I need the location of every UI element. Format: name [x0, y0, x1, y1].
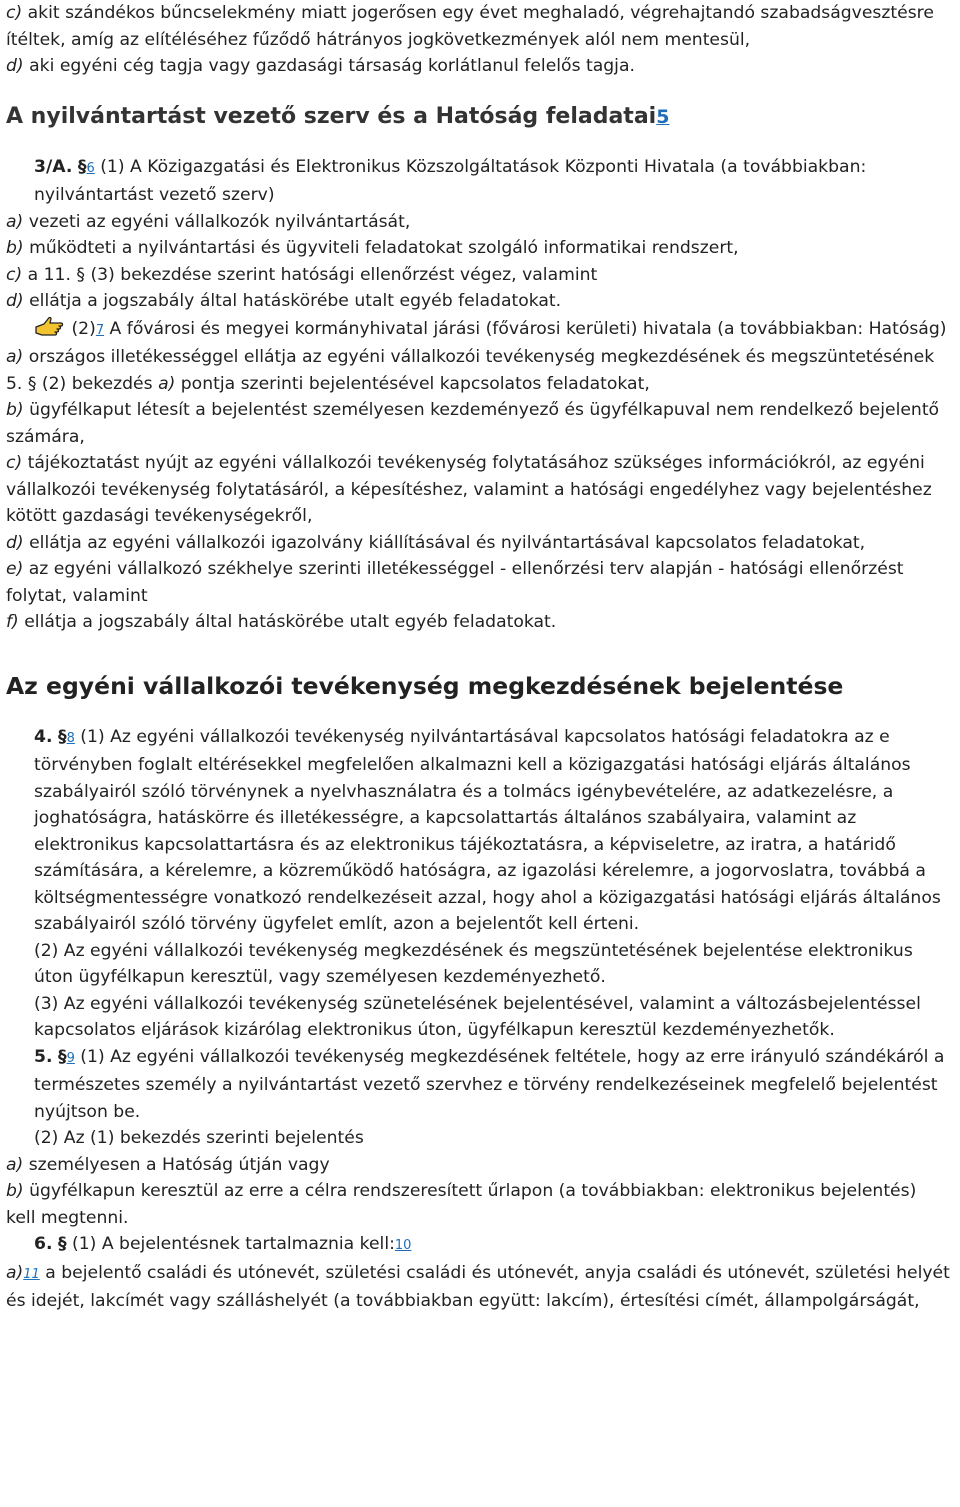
document-page	[6, 0, 956, 1315]
paragraph-3a-1	[6, 154, 956, 209]
footnote-link[interactable]: 11	[23, 1266, 40, 1282]
item-text: ellátja az egyéni vállalkozói igazolvány kiállításával és nyilvántartásával kapcsolatos feladatokat,	[23, 532, 866, 553]
paragraph-5-1	[6, 1044, 956, 1126]
paragraph-number: (2)	[66, 318, 96, 339]
item-text: az egyéni vállalkozó székhelye szerinti illetékességgel - ellenőrzési terv alapján - hatósági ellenőrzést folytat, valamint	[6, 559, 904, 606]
section-sign: §	[57, 1046, 67, 1067]
footnote-link[interactable]: 7	[95, 322, 105, 338]
item-label: a)	[6, 1154, 24, 1175]
item-text: vezeti az egyéni vállalkozók nyilvántartását,	[23, 211, 411, 232]
paragraph-5-2: (2) Az (1) bekezdés szerinti bejelentés	[34, 1128, 364, 1148]
item-label: a)	[6, 211, 24, 232]
section-sign: §	[77, 156, 87, 177]
paragraph-3a-2	[6, 315, 956, 345]
item-text: ellátja a jogszabály által hatáskörébe utalt egyéb feladatokat.	[23, 291, 562, 311]
item-a	[6, 209, 956, 236]
item-text: aki egyéni cég tagja vagy gazdasági társaság korlátlanul felelős tagja.	[23, 56, 635, 76]
item-label: c)	[6, 264, 23, 285]
item-c	[6, 262, 956, 289]
item-b	[6, 235, 956, 262]
paragraph-4-3: (3) Az egyéni vállalkozói tevékenység szünetelésének bejelentésével, valamint a változásbejelentéssel kapcsolatos eljárások kizárólag elektronikus úton, ügyfélkapun keresztül kezdeményezhetők.	[34, 993, 921, 1040]
footnote-link[interactable]: 5	[656, 105, 670, 128]
item-c	[6, 0, 956, 53]
item-text: tájékoztatást nyújt az egyéni vállalkozói tevékenység folytatásához szükséges információkról, az egyéni vállalkozói tevékenység folytatásáról, a képesítéshez, valamint a hatósági engedélyhez vagy bejelentéshez kötött gazdasági tevékenységekről,	[6, 453, 932, 526]
section-sign: §	[57, 726, 67, 747]
section-sign: §	[57, 1234, 67, 1254]
heading-text: A nyilvántartást vezető szerv és a Hatóság feladatai	[6, 103, 657, 129]
item-label: a)	[6, 347, 24, 367]
item-text: a bejelentő családi és utónevét, születési családi és utónevét, anyja családi és utónevét, születési helyét és idejét, lakcímét vagy szálláshelyét (a továbbiakban együtt: lakcím), értesítési címét, állampolgárságát,	[6, 1262, 950, 1311]
item-b	[6, 1178, 956, 1205]
item-label: c)	[6, 453, 23, 473]
paragraph-text: (1) A Közigazgatási és Elektronikus Közszolgáltatások Központi Hivatala (a továbbiakban: nyilvántartást vezető szerv)	[34, 156, 867, 205]
item-label: d)	[6, 291, 24, 311]
footnote-link[interactable]: 6	[86, 160, 95, 176]
paragraph-text: (1) Az egyéni vállalkozói tevékenység nyilvántartásával kapcsolatos hatósági feladatokra az e törvényben foglalt eltérésekkel megfelelően alkalmazni kell a közigazgatási hatósági eljárás általános szabályairól szóló törvénynek a nyelvhasználatra és a tolmács igénybevételére, az adatkezelésre, a joghatóságra, hatáskörre és illetékességre, a kapcsolattartás általános szabályaira, valamint az elektronikus kapcsolattartásra és az elektronikus tájékoztatásra, a képviseletre, az iratra, a határidő számítására, a kérelemre, a közreműködő hatóságra, az igazolási kérelemre, a jogorvoslatra, továbbá a költségmentességre vonatkozó rendelkezéseit azzal, hogy ahol a közigazgatási hatósági eljárás általános szabályairól szóló törvény ügyfelet említ, azon a bejelentőt kell érteni.	[34, 726, 941, 934]
item-a	[6, 1152, 956, 1179]
paragraph-text: (1) Az egyéni vállalkozói tevékenység megkezdésének feltétele, hogy az erre irányuló szándékáról a természetes személy a nyilvántartást vezető szervhez e törvény rendelkezéseinek megfelelő bejelentést nyújtson be.	[34, 1046, 945, 1122]
section-number: 5.	[34, 1046, 53, 1067]
item-text: országos illetékességgel ellátja az egyéni vállalkozói tevékenység megkezdésének és megszüntetésének 5. § (2) bekezdés	[6, 347, 935, 394]
item-text: ellátja a jogszabály által hatáskörébe utalt egyéb feladatokat.	[18, 612, 557, 632]
section-heading	[6, 102, 956, 132]
item-label: c)	[6, 3, 23, 23]
item-text: ügyfélkaput létesít a bejelentést személyesen kezdeményező és ügyfélkapuval nem rendelkező bejelentő számára,	[6, 400, 940, 447]
item-c	[6, 450, 956, 530]
item-label: e)	[6, 559, 24, 579]
section-heading: Az egyéni vállalkozói tevékenység megkezdésének bejelentése	[6, 671, 844, 700]
item-d	[6, 53, 956, 80]
item-label: f)	[6, 612, 19, 632]
pointing-hand-icon	[34, 315, 66, 337]
paragraph-4-2: (2) Az egyéni vállalkozói tevékenység megkezdésének és megszüntetésének bejelentése elektronikus úton ügyfélkapun keresztül, vagy személyesen kezdeményezhető.	[34, 940, 913, 987]
item-label: b)	[6, 1181, 24, 1201]
paragraph-6-1	[6, 1231, 956, 1260]
item-a	[6, 1260, 956, 1315]
item-text: a 11. § (3) bekezdése szerint hatósági ellenőrzést végez, valamint	[22, 264, 598, 285]
item-label: d)	[6, 56, 24, 76]
item-label: a)	[6, 1262, 24, 1283]
item-f	[6, 609, 956, 636]
item-d	[6, 530, 956, 557]
item-label: b)	[6, 238, 24, 258]
paragraph-tail: kell megtenni.	[6, 1207, 129, 1228]
section-number: 4.	[34, 726, 53, 747]
item-b	[6, 397, 956, 450]
item-inline-label: a)	[158, 373, 176, 394]
item-text: pontja szerinti bejelentésével kapcsolatos feladatokat,	[175, 373, 650, 394]
section-number: 3/A.	[34, 156, 73, 177]
item-text: működteti a nyilvántartási és ügyviteli feladatokat szolgáló informatikai rendszert,	[23, 238, 739, 258]
paragraph-text: (1) A bejelentésnek tartalmaznia kell:	[66, 1234, 395, 1254]
paragraph-text: A fővárosi és megyei kormányhivatal járási (fővárosi kerületi) hivatala (a továbbiakban: Hatóság)	[104, 318, 947, 339]
footnote-link[interactable]: 8	[66, 730, 75, 746]
footnote-link[interactable]: 10	[394, 1238, 412, 1253]
item-d	[6, 288, 956, 315]
item-text: személyesen a Hatóság útján vagy	[23, 1154, 330, 1175]
item-label: b)	[6, 400, 24, 420]
section-number: 6.	[34, 1234, 53, 1254]
footnote-link[interactable]: 9	[66, 1050, 75, 1066]
paragraph-4-1	[6, 724, 956, 938]
item-label: d)	[6, 532, 24, 553]
item-a	[6, 344, 956, 397]
item-e	[6, 556, 956, 609]
item-text: ügyfélkapun keresztül az erre a célra rendszeresített űrlapon (a továbbiakban: elektronikus bejelentés)	[23, 1181, 917, 1201]
item-text: akit szándékos bűncselekmény miatt jogerősen egy évet meghaladó, végrehajtandó szabadságvesztésre ítéltek, amíg az elítéléséhez fűződő hátrányos jogkövetkezmények alól nem mentesül,	[6, 3, 934, 50]
